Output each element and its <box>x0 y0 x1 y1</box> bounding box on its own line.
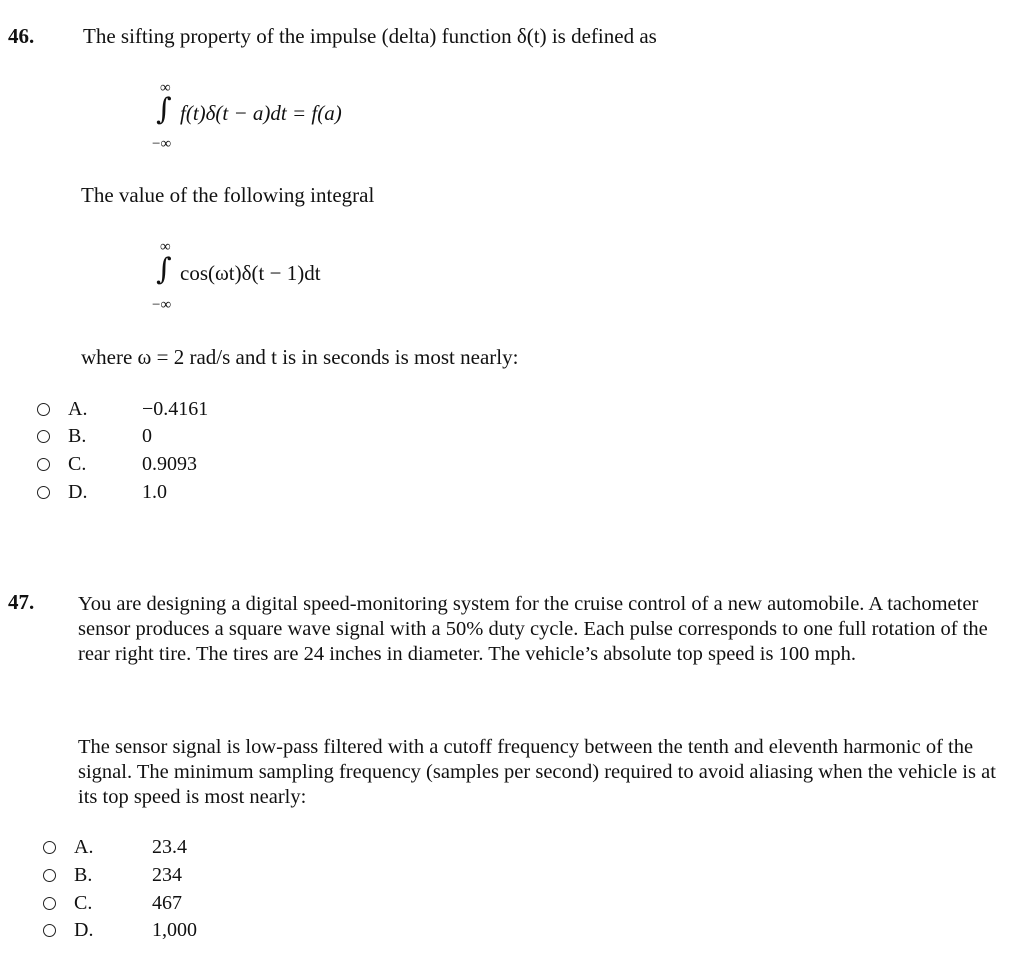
choice-value: 23.4 <box>152 836 187 858</box>
radio-button[interactable] <box>37 403 50 416</box>
choice-value: 0 <box>142 425 152 447</box>
q46-choice-b[interactable] <box>37 425 152 448</box>
q47-choice-d[interactable] <box>43 919 197 942</box>
choice-letter: D. <box>68 481 88 503</box>
radio-button[interactable] <box>43 841 56 854</box>
question-46-number: 46. <box>8 24 35 48</box>
q47-choice-a[interactable] <box>43 836 187 859</box>
radio-button[interactable] <box>37 458 50 471</box>
question-47-number: 47. <box>8 590 35 614</box>
choice-letter: C. <box>74 892 93 914</box>
eq1-integral-sign: ∫ <box>156 92 172 127</box>
question-46-condition: where ω = 2 rad/s and t is in seconds is most nearly: <box>81 345 519 369</box>
question-47-paragraph-2: The sensor signal is low-pass filtered with a cutoff frequency between the tenth and eleventh harmonic of the signal. The minimum sampling frequency (samples per second) required to avoid aliasing when the vehicle is at its top speed is most nearly: <box>78 736 996 808</box>
choice-letter: A. <box>74 836 94 858</box>
choice-value: 0.9093 <box>142 453 197 475</box>
radio-button[interactable] <box>37 486 50 499</box>
eq1-upper-limit: ∞ <box>160 80 171 96</box>
question-46-stem: The sifting property of the impulse (delta) function δ(t) is defined as <box>83 24 657 48</box>
eq1-integrand: f(t)δ(t − a)dt = f(a) <box>180 101 342 125</box>
q47-choice-c[interactable] <box>43 892 182 915</box>
choice-value: 1.0 <box>142 481 167 503</box>
choice-letter: B. <box>68 425 87 447</box>
eq2-integral-sign: ∫ <box>156 252 172 287</box>
choice-letter: B. <box>74 864 93 886</box>
choice-letter: C. <box>68 453 87 475</box>
eq1-lower-limit: −∞ <box>152 136 172 152</box>
radio-button[interactable] <box>43 924 56 937</box>
q47-choice-b[interactable] <box>43 864 182 887</box>
radio-button[interactable] <box>43 869 56 882</box>
eq2-lower-limit: −∞ <box>152 297 172 313</box>
eq2-upper-limit: ∞ <box>160 239 171 255</box>
q46-choice-d[interactable] <box>37 481 167 504</box>
q46-choice-c[interactable] <box>37 453 197 476</box>
choice-value: 1,000 <box>152 919 197 941</box>
choice-letter: A. <box>68 398 88 420</box>
choice-value: 467 <box>152 892 182 914</box>
question-46-mid-text: The value of the following integral <box>81 183 375 207</box>
q46-choice-a[interactable] <box>37 398 208 421</box>
choice-letter: D. <box>74 919 94 941</box>
question-47-paragraph-1: You are designing a digital speed-monitoring system for the cruise control of a new automobile. A tachometer sensor produces a square wave signal with a 50% duty cycle. Each pulse corresponds to one full rotation of the rear right tire. The tires are 24 inches in diameter. The vehicle’s absolute top speed is 100 mph. <box>78 593 988 665</box>
eq2-integrand: cos(ωt)δ(t − 1)dt <box>180 261 321 285</box>
radio-button[interactable] <box>37 430 50 443</box>
radio-button[interactable] <box>43 897 56 910</box>
choice-value: 234 <box>152 864 182 886</box>
choice-value: −0.4161 <box>142 398 209 420</box>
